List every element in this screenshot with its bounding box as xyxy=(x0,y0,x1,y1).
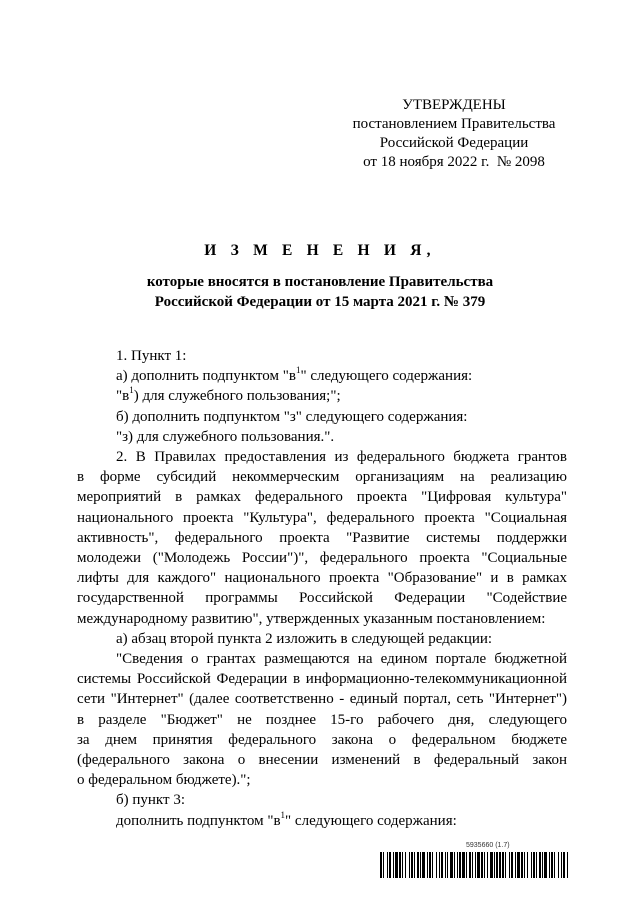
text-line: 2. В Правилах предоставления из федерального бюджета грантов xyxy=(116,449,567,466)
text-line: национального проекта "Культура", федерального проекта "Социальная xyxy=(77,509,567,526)
barcode-bar xyxy=(563,852,565,878)
paragraph-quote-z: "з) для служебного пользования.". xyxy=(116,428,335,445)
barcode-bar xyxy=(558,852,559,878)
text-line: за днем принятия федерального закона о федеральном бюджете xyxy=(77,731,567,748)
document-subtitle xyxy=(0,272,640,312)
barcode-bar xyxy=(393,852,394,878)
paragraph-sub-a xyxy=(77,366,567,386)
barcode-bar xyxy=(551,852,553,878)
text-line: лифты для каждого" национального проекта "Образование" и в рамках xyxy=(77,570,567,587)
barcode-bar xyxy=(469,852,471,878)
barcode-bar xyxy=(402,852,403,878)
barcode-bar xyxy=(432,852,433,878)
barcode-bar xyxy=(447,852,448,878)
text-line: (федерального закона о внесении изменений в федеральный закон xyxy=(77,752,567,769)
barcode-bar xyxy=(459,852,461,878)
barcode-bar xyxy=(484,852,485,878)
barcode-bar xyxy=(554,852,555,878)
barcode-bar xyxy=(387,852,388,878)
barcode-bar xyxy=(496,852,498,878)
barcode-bar xyxy=(445,852,446,878)
barcode-bar xyxy=(544,852,547,878)
barcode-bar xyxy=(549,852,550,878)
text-line: в разделе "Бюджет" не позднее 15-го рабочего дня, следующего xyxy=(77,711,567,728)
barcode-bar xyxy=(511,852,513,878)
approval-title: УТВЕРЖДЕНЫ xyxy=(402,97,506,113)
barcode-bar xyxy=(450,852,453,878)
barcode-bar xyxy=(436,852,437,878)
barcode-bar xyxy=(539,852,541,878)
barcode-bar xyxy=(527,852,528,878)
barcode-bar xyxy=(536,852,537,878)
barcode-bar xyxy=(454,852,455,878)
barcode-bar xyxy=(380,852,382,878)
barcode-bar xyxy=(487,852,488,878)
text: " следующего содержания: xyxy=(285,812,457,829)
text-line: системы Российской Федерации в информационно-телекоммуникационной xyxy=(77,671,567,688)
approval-block xyxy=(340,96,568,172)
barcode-bar xyxy=(420,852,421,878)
barcode-bar xyxy=(561,852,562,878)
barcode-image xyxy=(380,852,568,878)
barcode-bar xyxy=(409,852,410,878)
barcode-bar xyxy=(509,852,510,878)
text-line: молодежи ("Молодежь России")", федерального проекта "Социальные xyxy=(77,550,567,567)
text-line: активность", федерального проекта "Развитие системы поддержки xyxy=(77,529,567,546)
barcode-bar xyxy=(494,852,495,878)
text: а) дополнить подпунктом "в xyxy=(116,368,296,385)
barcode-bar xyxy=(422,852,425,878)
barcode-bar xyxy=(542,852,543,878)
barcode-bar xyxy=(567,852,568,878)
text-line: о федеральном бюджете)."; xyxy=(77,772,251,789)
text: ) для служебного пользования;"; xyxy=(133,388,341,405)
barcode-bar xyxy=(472,852,473,878)
barcode-bar xyxy=(521,852,523,878)
barcode-bar xyxy=(515,852,516,878)
text-line: "Сведения о грантах размещаются на едином портале бюджетной xyxy=(116,651,567,668)
barcode-bar xyxy=(466,852,467,878)
barcode-bar xyxy=(417,852,419,878)
barcode-bar xyxy=(439,852,440,878)
barcode-bar xyxy=(414,852,415,878)
text-line: в форме субсидий некоммерческим организациям на реализацию xyxy=(77,469,567,486)
paragraph-quote-grants xyxy=(77,649,567,790)
barcode-bar xyxy=(457,852,458,878)
barcode-bar xyxy=(383,852,384,878)
text-line: международному развитию", утвержденных указанным постановлением: xyxy=(77,610,546,627)
barcode-bar xyxy=(531,852,532,878)
subtitle-line: Российской Федерации от 15 марта 2021 г. № 379 xyxy=(154,294,486,310)
barcode-bar xyxy=(499,852,501,878)
barcode-bar xyxy=(481,852,483,878)
approval-date: от 18 ноября 2022 г. № 2098 xyxy=(363,154,545,170)
barcode-bar xyxy=(517,852,520,878)
barcode-bar xyxy=(395,852,398,878)
barcode-bar xyxy=(405,852,406,878)
paragraph-point-2 xyxy=(77,447,567,629)
barcode-bar xyxy=(427,852,428,878)
paragraph-sub-b-2: б) пункт 3: xyxy=(116,792,185,809)
paragraph-quote-v1 xyxy=(77,386,567,406)
barcode-bar xyxy=(399,852,401,878)
barcode-bar xyxy=(505,852,506,878)
barcode-bar xyxy=(462,852,465,878)
document-title: И З М Е Н Е Н И Я, xyxy=(204,242,436,259)
barcode-bar xyxy=(477,852,480,878)
superscript: 1 xyxy=(280,809,286,820)
paragraph-sub-a-2: а) абзац второй пункта 2 изложить в следующей редакции: xyxy=(116,630,493,647)
paragraph-point-1: 1. Пункт 1: xyxy=(116,348,187,364)
barcode-bar xyxy=(533,852,535,878)
superscript: 1 xyxy=(295,365,301,376)
barcode-bar xyxy=(389,852,391,878)
document-body xyxy=(77,346,567,831)
barcode-bar xyxy=(475,852,476,878)
barcode-bar xyxy=(490,852,493,878)
text: дополнить подпунктом "в xyxy=(116,812,281,829)
text: " следующего содержания: xyxy=(300,368,473,385)
text: "в xyxy=(116,388,130,405)
approval-line: постановлением Правительства xyxy=(352,116,556,132)
barcode-number: 5935660 (1.7) xyxy=(466,842,510,849)
barcode-bar xyxy=(411,852,413,878)
barcode-bar xyxy=(524,852,525,878)
text-line: мероприятий в рамках федерального проекта "Цифровая культура" xyxy=(77,489,567,506)
barcode-bar xyxy=(429,852,431,878)
superscript: 1 xyxy=(129,385,134,396)
subtitle-line: которые вносятся в постановление Правительства xyxy=(146,274,494,290)
text-line: сети "Интернет" (далее соответственно - единый портал, сеть "Интернет") xyxy=(77,691,567,708)
approval-line: Российской Федерации xyxy=(379,135,529,151)
text-line: государственной программы Российской Федерации "Содействие xyxy=(77,590,567,607)
barcode-bar xyxy=(441,852,443,878)
paragraph-add-v1 xyxy=(77,811,567,831)
barcode-bar xyxy=(502,852,504,878)
paragraph-sub-b: б) дополнить подпунктом "з" следующего содержания: xyxy=(116,408,468,425)
